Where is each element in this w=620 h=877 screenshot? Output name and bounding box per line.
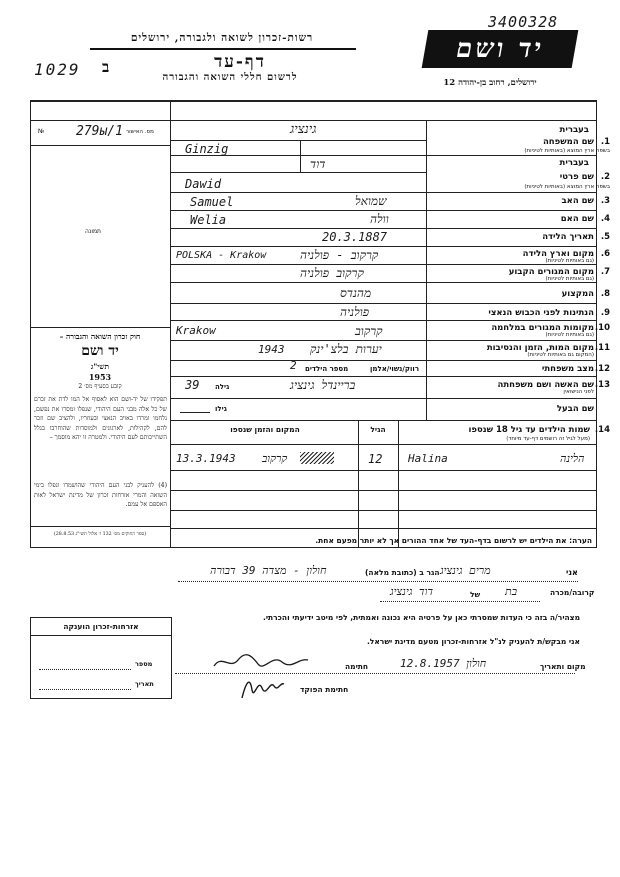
children-col-names-sub: (מעל לגיל זה רושמים דף-עד מיוחד)	[506, 436, 590, 442]
address: ירושלים, רחוב בן-יהודה 12	[443, 78, 537, 88]
field-1-latin-value: Ginzig	[185, 142, 229, 156]
field-13-label: שם האשה ושם משפחתה	[497, 380, 594, 390]
field-11-sub: (המקום גם באותיות לטיניות)	[527, 352, 594, 358]
witness-signature	[212, 650, 312, 674]
field-4-latin-value: Welia	[190, 213, 227, 227]
rule-2	[170, 192, 596, 193]
decl-place-date-label: מקום ותאריך	[540, 662, 586, 671]
law-year-heb: תשי"ג	[90, 362, 110, 371]
field-11-num: 11.	[594, 343, 610, 353]
field-9-value: פולניה	[340, 305, 370, 319]
field-8-label: המקצוע	[561, 289, 594, 299]
field-6-value: קרקוב - פולניה	[300, 248, 379, 262]
certificate-box	[30, 617, 172, 699]
field-6-label: מקום וארץ הלידה	[522, 249, 594, 259]
certificate-number-label: מספר	[135, 660, 153, 668]
children-col-names: שמות הילדים עד גיל 18 שנספו	[468, 425, 590, 435]
official-signature	[238, 672, 286, 702]
child-name: הלינה	[560, 452, 585, 465]
field-7-sub: (גם באותיות לטיניות)	[545, 276, 594, 282]
rule-9	[170, 320, 596, 321]
reg-label: מס. האישור	[126, 129, 154, 135]
rule-13	[170, 398, 596, 399]
field-1-sub: בשפה ארץ המוצא (באותיות לטיניות)	[524, 148, 610, 154]
field-7-label: מקום המגורים הקבוע	[508, 267, 594, 277]
form-title: דף-עד	[214, 52, 266, 72]
field-13-value: בריינדל גינציג	[290, 378, 356, 392]
stamp-number: 3400328	[488, 13, 559, 31]
field-2-label: שם פרטי	[559, 172, 594, 182]
field-6-latin-value: POLSKA - Krakow	[176, 250, 267, 261]
decl-official-label: חתימת הפוקד	[300, 685, 349, 694]
field-5-value: 20.3.1887	[322, 230, 388, 244]
field-8-num: 8.	[600, 289, 610, 299]
certificate-number-line	[39, 668, 131, 670]
rule-1a	[170, 140, 426, 141]
children-col-age: הגיל	[370, 425, 386, 434]
gazette: (ספר החוקים מס׳ 132 ז׳ אלול תשי"ג 28.8.53)	[53, 532, 147, 537]
law-name: יד ושם	[81, 343, 119, 359]
field-7-value: קרקוב פולניה	[300, 266, 364, 280]
certificate-title: אזרחות-זכרון הוענקה	[63, 622, 139, 631]
rule-3	[170, 210, 596, 211]
field-3-num: 3.	[600, 196, 610, 206]
field-1-label: שם המשפחה	[542, 137, 594, 147]
law-title: חוק זכרון השואה והגבורה –	[59, 332, 141, 341]
field-9-num: 9.	[600, 308, 610, 318]
logo	[422, 30, 579, 68]
header-rule	[90, 48, 356, 50]
child-name-latin: Halina	[408, 452, 448, 465]
field-12-num: 12.	[594, 364, 610, 374]
photo-rule	[30, 327, 170, 328]
children-num: 14.	[594, 425, 610, 435]
rule-8	[170, 303, 596, 304]
husband-age-line	[180, 412, 210, 413]
decl-i-value: מרים גינציג	[440, 564, 491, 577]
decl-of-label: של	[470, 590, 481, 599]
field-4-num: 4.	[600, 214, 610, 224]
field-12-options: רווק/נשוי/אלמן	[370, 365, 420, 373]
field-2-sub: בשפה ארץ המוצא (באותיות לטיניות)	[524, 184, 610, 190]
field-2-hebrew-value: דוד	[310, 157, 326, 171]
field-1-num: 1.	[600, 137, 610, 147]
field-11-year: 1943	[258, 343, 285, 356]
certificate-rule	[31, 635, 171, 636]
child-age: 12	[368, 452, 383, 466]
photo-label: תמונה	[85, 228, 101, 235]
field-8-value: מהנדס	[340, 286, 372, 300]
certificate-date-line	[39, 688, 131, 690]
serial-number: 1029	[34, 60, 81, 79]
decl-signature-label: חתימה	[345, 662, 369, 671]
inner-divider	[300, 140, 301, 172]
child-date: 13.3.1943	[176, 452, 236, 465]
law-year: 1953	[88, 372, 112, 382]
field-11-label: מקום המות, הזמן והנסיבות	[486, 343, 594, 353]
children-row-rule-1	[170, 470, 596, 471]
field-4-value: וולה	[370, 212, 389, 226]
field-7-num: 7.	[600, 267, 610, 277]
field-10-value: קרקוב	[355, 324, 383, 338]
field-1-hebrew-value: גינציג	[290, 122, 317, 137]
side-panel	[30, 100, 170, 547]
decl-statement: מצהיר/ה בזה כי העדות שמסרתי כאן על פרטיה היא נכונה ואמתית, לפי מיטב ידיעתי והכרתי.	[262, 613, 580, 622]
field-12-children-label: מספר הילדים	[305, 365, 349, 373]
side-divider	[170, 100, 171, 547]
law-clause2: (4) להעניק לבני העם היהודי שהושמדו ונפלו בימי השואה והמרי אזרחות זכרון של מדינת ישראל לאות האספם אל עמם.	[34, 482, 167, 509]
field-10-latin-value: Krakow	[176, 324, 216, 337]
decl-line-1	[178, 580, 578, 582]
law-clause: קובע בסעיף מס׳ 2	[78, 383, 122, 390]
field-10-sub: (גם באותיות לטיניות)	[545, 332, 594, 338]
children-head-rule	[170, 444, 596, 445]
law-text: תפקידו של יד-ושם הוא לאסוף אל המו לדת את זכרם של כל אלה מבני העם היהודי, שנפלו ומסרו את נפשם, נלחמו ומרדו באויב הנאצי ובעוזריו, ולהציב שם וזכר להם, לקהילות, לארגונים ולמוסדות שהוחרבו בגלל השתייכותם לעם היהודי. ולמטרה זו יהא מוסמך –	[34, 396, 167, 442]
field-4-label: שם האם	[560, 214, 594, 224]
children-row-rule-2	[170, 490, 596, 491]
field-5-label: תאריך הלידה	[542, 232, 594, 242]
field-6-num: 6.	[600, 249, 610, 259]
reg-no-mark: №	[38, 128, 45, 135]
decl-i-label: אני	[566, 568, 578, 577]
header	[0, 0, 620, 100]
field-10-label: מקומות המגורים במלחמה	[491, 323, 594, 333]
note: הערה: את הילדים יש לרשום בדף-העד של אחד ההורים אך לא יותר מפעם אחת.	[315, 536, 592, 545]
decl-place-date-value: חולון 12.8.1957	[400, 657, 487, 670]
logo-text: יד ושם	[453, 34, 547, 64]
top-band-rule	[170, 120, 596, 121]
field-13-age-value: 39	[185, 378, 200, 392]
label-divider	[426, 120, 427, 420]
field-5-num: 5.	[600, 232, 610, 242]
field-13-num: 13.	[594, 380, 610, 390]
field-husband-label: שם הבעל	[556, 404, 594, 414]
field-3-label: שם האב	[561, 196, 594, 206]
rule-1	[170, 155, 596, 156]
form-subtitle: לרשום חללי השואה והגבורה	[162, 72, 298, 83]
field-1-hebrew-label: בעברית	[559, 125, 589, 135]
children-row-rule-4	[170, 528, 596, 529]
decl-relation-value: בת	[505, 585, 518, 598]
field-12-children-value: 2	[290, 359, 297, 372]
rule-11	[170, 360, 596, 361]
field-3-value: שמואל	[355, 194, 387, 208]
reg-value: 279ы/1	[76, 124, 123, 139]
field-11-value: יערות בלצ'ינק	[310, 342, 382, 356]
gazette-rule	[30, 526, 170, 527]
field-9-label: הנתינות לפני הכבוש הנאצי	[488, 308, 594, 318]
decl-residing-value: חולון - מצדה 39 דבורה	[210, 564, 327, 577]
strike-mark	[300, 452, 334, 464]
field-2-hebrew-label: בעברית	[559, 158, 589, 168]
rule-6	[170, 264, 596, 265]
field-12-label: מצב משפחתי	[541, 364, 594, 374]
decl-of-value: דוד גינציג	[390, 585, 434, 598]
children-row-rule-3	[170, 510, 596, 511]
field-2-num: 2.	[600, 172, 610, 182]
field-husband-age-label: גילו	[215, 405, 227, 413]
decl-relation-label: קרובה/מכרה	[550, 588, 595, 597]
children-col-place: המקום והזמן שנספו	[230, 425, 300, 434]
field-13-sub: לפני הנישואין	[563, 389, 594, 395]
field-13-age-label: גילה	[215, 383, 230, 391]
serial-prefix: ב	[102, 58, 110, 76]
frame-bottom	[30, 547, 596, 548]
rule-10	[170, 340, 596, 341]
decl-request: אני מבקש/ת להעניק לנ"ל אזרחות-זכרון מטעם מדינת ישראל.	[366, 637, 580, 646]
field-6-sub: (גם באותיות לטיניות)	[545, 258, 594, 264]
rule-12	[170, 376, 596, 377]
institution-line: רשות-זכרון לשואה ולגבורה, ירושלים	[130, 32, 314, 44]
field-2-latin-value: Dawid	[185, 177, 222, 191]
field-3-latin-value: Samuel	[190, 195, 234, 209]
decl-line-2	[380, 600, 540, 602]
decl-residing-label: הגר ב (כתובת מלאה)	[365, 568, 440, 577]
certificate-date-label: תאריך	[135, 680, 154, 688]
field-10-num: 10.	[594, 323, 610, 333]
rule-7	[170, 282, 596, 283]
rule-14	[170, 420, 596, 421]
rule-4	[170, 228, 596, 229]
rule-5	[170, 246, 596, 247]
child-place: קרקוב	[262, 452, 288, 465]
rule-2a	[170, 172, 426, 173]
